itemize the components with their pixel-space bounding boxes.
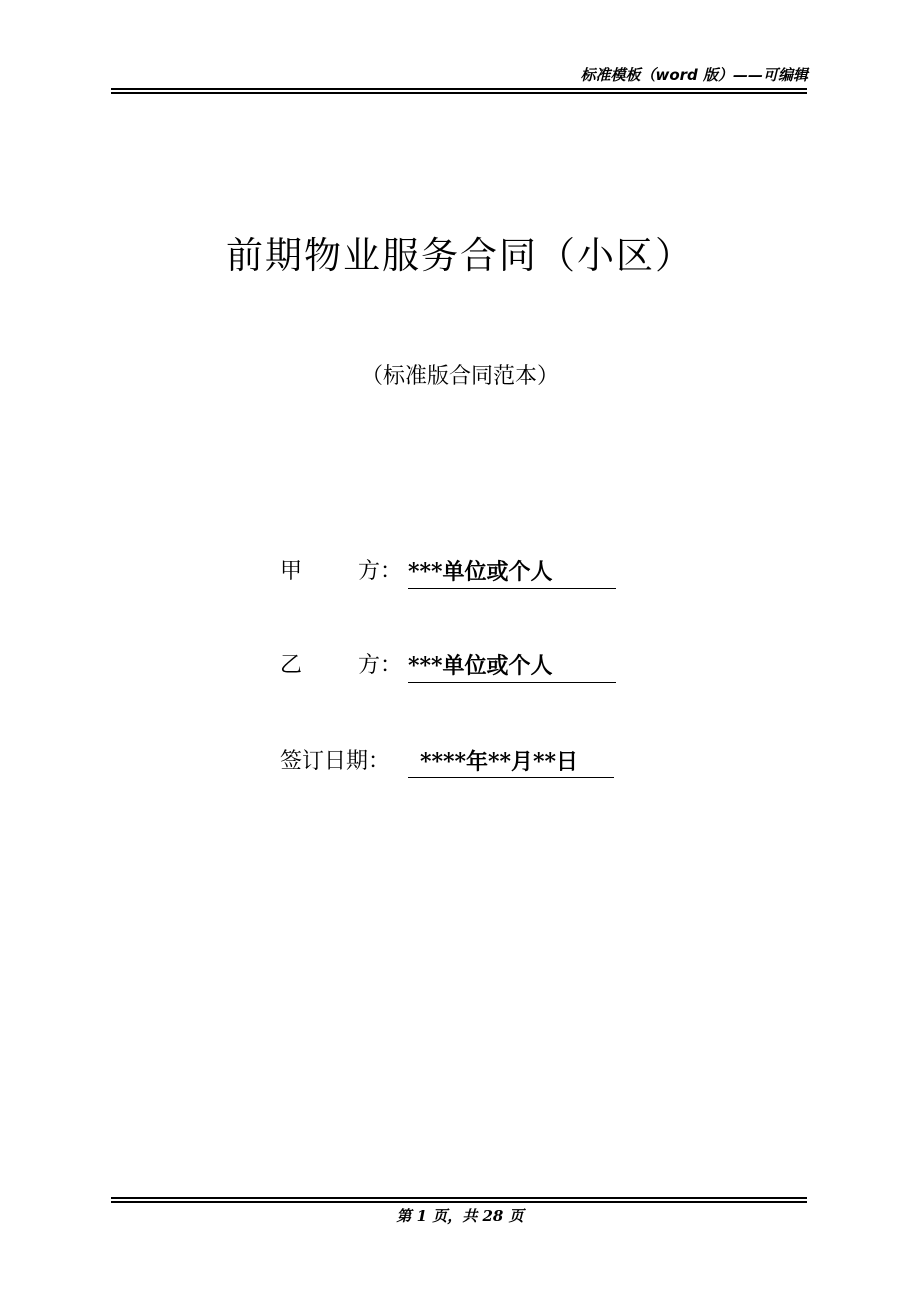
document-title: 前期物业服务合同（小区） [226,234,694,277]
party-b-label-char: 乙 [280,653,303,678]
party-b-label-suffix: 方： [358,653,403,678]
document-subtitle: （标准版合同范本） [360,364,559,389]
header-double-rule [111,88,807,94]
party-a-label-char: 甲 [280,559,303,584]
party-a-label-suffix: 方： [358,559,403,584]
party-a-value: ***单位或个人 [408,552,616,589]
footer-double-rule [111,1197,807,1203]
sign-date-value: ****年**月**日 [408,742,614,778]
page-header-text: 标准模板（word 版）——可编辑 [580,66,808,84]
page-number-footer: 第 1 页，共 28 页 [396,1207,524,1225]
party-b-value: ***单位或个人 [408,646,616,683]
sign-date-label: 签订日期： [280,749,391,774]
